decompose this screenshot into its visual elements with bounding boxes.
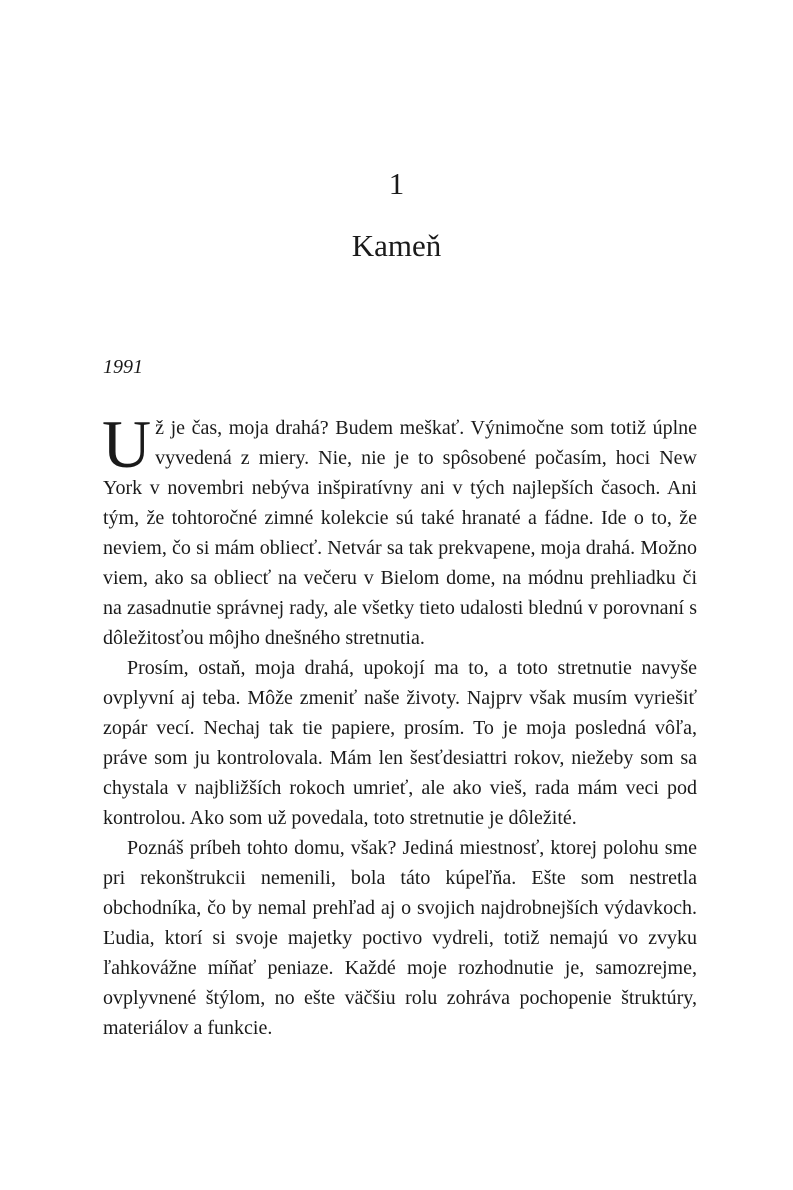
chapter-title: Kameň	[351, 228, 442, 263]
drop-cap: U	[102, 406, 152, 482]
paragraph-1-text: ž je čas, moja drahá? Budem meškať. Výnimočne som totiž úplne vyvedená z miery. Nie, nie je to spôsobené počasím, hoci New York v novembri nebýva inšpiratívny ani v tých najlepších časoch. Ani tým, že tohtoročné zimné kolekcie sú také hranaté a fádne. Ide o to, že neviem, čo si mám obliecť. Netvár sa tak prekvapene, moja drahá. Možno viem, ako sa obliecť na večeru v Bielom dome, na módnu prehliadku či na zasadnutie správnej rady, ale všetky tieto udalosti blednú v porovnaní s dôležitosťou môjho dnešného stretnutia.	[103, 417, 697, 649]
paragraph-2: Prosím, ostaň, moja drahá, upokojí ma to, a toto stretnutie navyše ovplyvní aj teba. Môže zmeniť naše životy. Najprv však musím vyriešiť zopár vecí. Nechaj tak tie papiere, prosím. To je moja posledná vôľa, práve som ju kontrolovala. Mám len šesťdesiattri rokov, niežeby som sa chystala v najbližších rokoch umrieť, ale ako vieš, rada mám veci pod kontrolou. Ako som už povedala, toto stretnutie je dôležité.	[103, 657, 697, 829]
year-heading: 1991	[103, 356, 143, 378]
paragraph-3: Poznáš príbeh tohto domu, však? Jediná miestnosť, ktorej polohu sme pri rekonštrukcii nemenili, bola táto kúpeľňa. Ešte som nestretla obchodníka, čo by nemal prehľad aj o svojich najdrobnejších výdavkoch. Ľudia, ktorí si svoje majetky poctivo vydreli, totiž nemajú vo zvyku ľahkovážne míňať peniaze. Každé moje rozhodnutie je, samozrejme, ovplyvnené štýlom, no ešte väčšiu rolu zohráva pochopenie štruktúry, materiálov a funkcie.	[103, 837, 697, 1039]
chapter-body	[102, 406, 697, 1043]
chapter-number: 1	[388, 166, 405, 201]
paragraph-1	[102, 406, 697, 653]
